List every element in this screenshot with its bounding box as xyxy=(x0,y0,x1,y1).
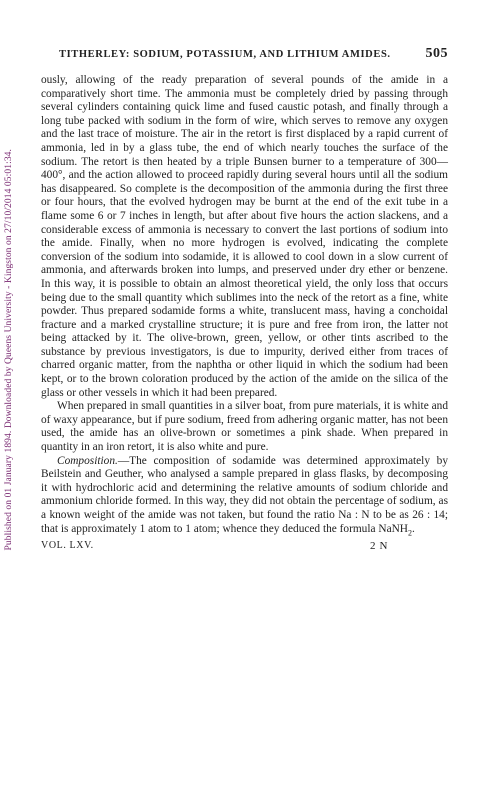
journal-page xyxy=(41,46,448,552)
composition-end: . xyxy=(412,522,415,535)
paragraph-silver-boat: When prepared in small quantities in a silver boat, from pure materials, it is white and of waxy appearance, but if pure sodium, freed from adhering organic matter, has not been used, the amide has an olive-brown or sometimes a pink shade. When prepared in quantity in an iron retort, it is also white and pure. xyxy=(41,400,448,454)
page-footer xyxy=(41,540,448,552)
composition-heading: Composition. xyxy=(57,454,118,467)
download-margin-note-text: Published on 01 January 1894. Downloaded by Queens University - Kingston on 27/10/2014 05:01:34. xyxy=(4,149,14,551)
paragraph-continuation: ously, allowing of the ready preparation of several pounds of the amide in a comparatively short time. The ammonia must be completely dried by passing through several cylinders containing quick lime and fused caustic potash, and finally through a long tube packed with sodium in the form of wire, which serves to remove any oxygen and the last trace of moisture. The air in the retort is first displaced by a rapid current of ammonia, led in by a glass tube, the end of which nearly touches the surface of the sodium. The retort is then heated by a triple Bunsen burner to a temperature of 300—400°, and the action allowed to proceed rapidly during several hours until all the sodium has disappeared. So complete is the decomposition of the ammonia during the first three or four hours, that the evolved hydrogen may be burnt at the end of the exit tube in a flame some 6 or 7 inches in length, but after about five hours the action slackens, and a considerable excess of ammonia is necessary to convert the last portions of sodium into the amide. Finally, when no more hydrogen is evolved, indicating the complete conversion of the sodium into sodamide, it is allowed to cool down in a slow current of ammonia, and afterwards broken into lumps, and preserved under dry ether or benzene. In this way, it is possible to obtain an almost theoretical yield, the only loss that occurs being due to the small quantity which sublimes into the neck of the retort as a fine, white powder. Thus prepared sodamide forms a white, translucent mass, having a conchoidal fracture and a marked crystalline structure; it is pure and free from iron, the latter not being attacked by it. The olive-brown, green, yellow, or other tints ascribed to the substance by previous investigators, is due to impurity, derived either from traces of charred organic matter, from the naphtha or other liquid in which the sodium had been kept, or to the brown coloration produced by the action of the amide on the silica of the glass or other vessels in which it had been prepared. xyxy=(41,74,448,399)
signature-mark: 2 N xyxy=(370,540,388,553)
article-body xyxy=(41,74,448,539)
download-margin-note xyxy=(2,0,16,700)
volume-label: VOL. LXV. xyxy=(41,540,94,552)
page-number: 505 xyxy=(425,46,448,61)
formula-subscript: 2 xyxy=(408,527,412,537)
running-header xyxy=(41,46,448,62)
composition-text: —The composition of sodamide was determined approximately by Beilstein and Geuther, who analysed a sample prepared in glass flasks, by decomposing it with hydrochloric acid and determining the relative amounts of sodium chloride and ammonium chloride formed. In this way, they did not obtain the percentage of sodium, as a known weight of the amide was not taken, but found the ratio Na : N to be as 26 : 14; that is approximately 1 atom to 1 atom; whence they deduced the formula NaNH xyxy=(41,454,448,535)
paragraph-composition xyxy=(41,455,448,540)
running-title: TITHERLEY: SODIUM, POTASSIUM, AND LITHIUM AMIDES. xyxy=(59,49,391,60)
